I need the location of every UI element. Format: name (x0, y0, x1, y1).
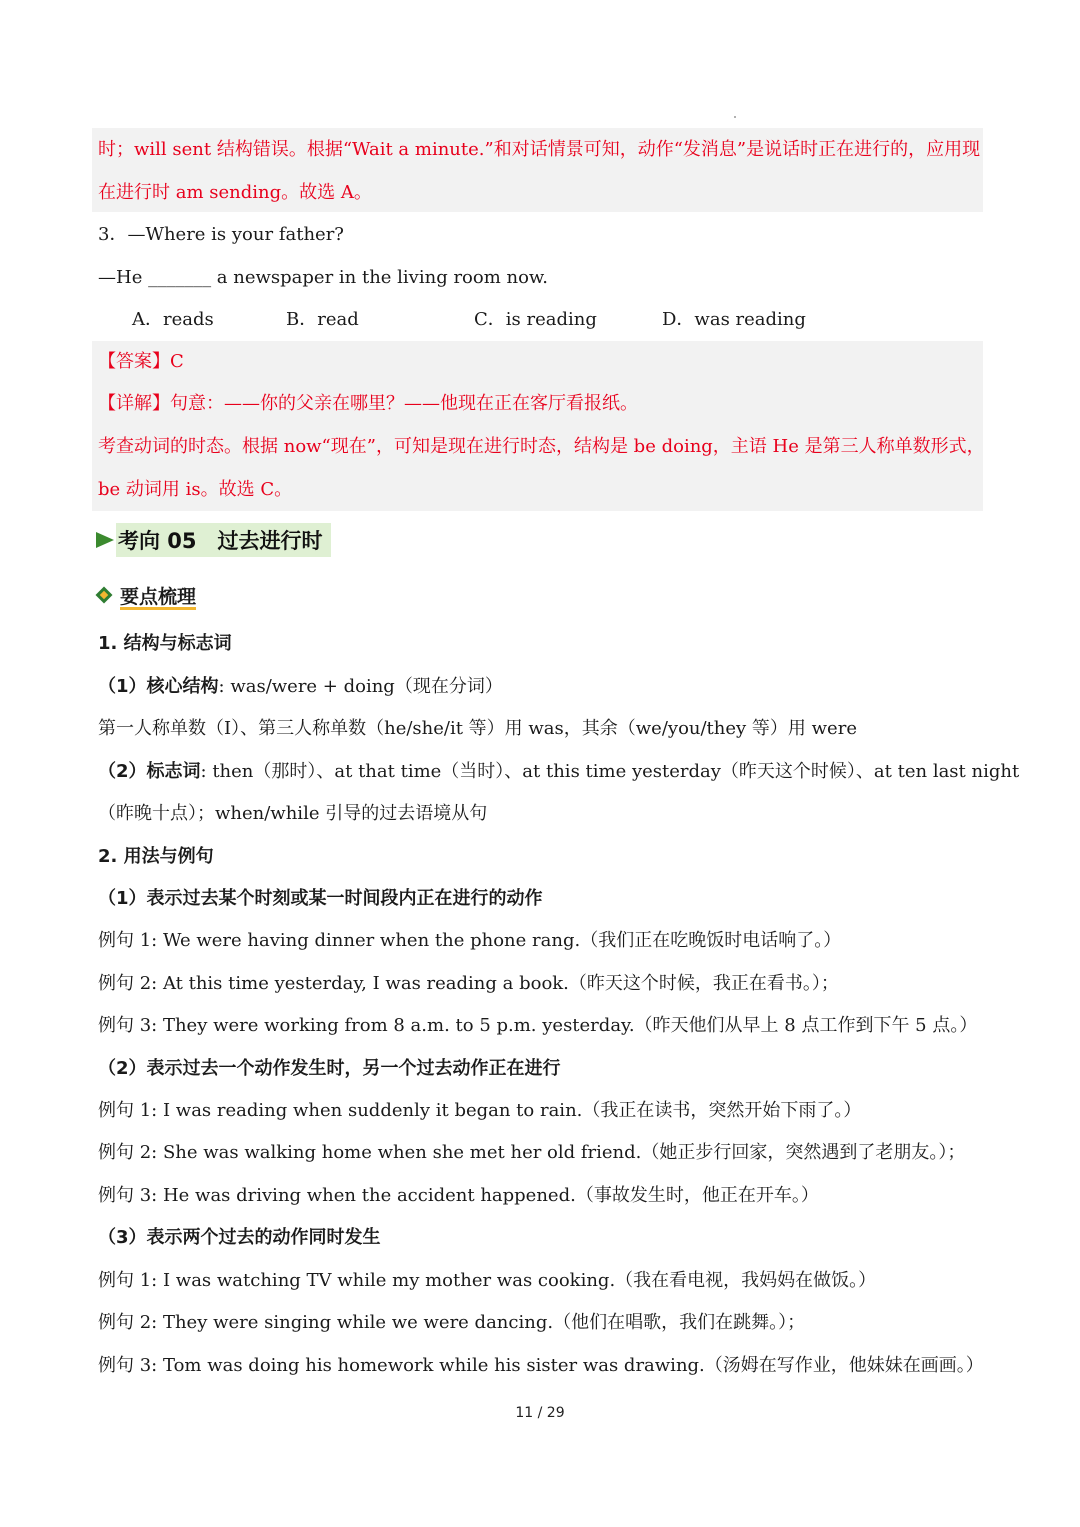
core-structure-text: : was/were + doing（现在分词） (218, 676, 503, 697)
usage-1-example-2: 例句 2: At this time yesterday, I was reading a book.（昨天这个时候，我正在看书。）； (98, 973, 839, 994)
prev-explanation-line2: 在进行时 am sending。故选 A。 (98, 182, 372, 203)
option-d: D．was reading (662, 309, 806, 330)
usage-2-title: （2）表示过去一个动作发生时，另一个过去动作正在进行 (98, 1058, 561, 1079)
person-rule: 第一人称单数（I）、第三人称单数（he/she/it 等）用 was，其余（we/you/they 等）用 were (98, 718, 857, 739)
marker-words-label: （2）标志词 (98, 761, 201, 782)
option-a: A．reads (132, 309, 214, 330)
marker-words-line2: （昨晚十点）；when/while 引导的过去语境从句 (98, 803, 488, 824)
play-arrow-icon (96, 532, 114, 548)
usage-2-example-3: 例句 3: He was driving when the accident happened.（事故发生时，他正在开车。） (98, 1185, 819, 1206)
diamond-icon (96, 587, 114, 605)
question-stem: 3．—Where is your father? (98, 224, 344, 245)
heading-usage: 2. 用法与例句 (98, 846, 214, 867)
prev-explanation-line1: 时；will sent 结构错误。根据“Wait a minute.”和对话情景可知，动作“发消息”是说话时正在进行的，应用现 (98, 139, 981, 160)
usage-1-example-3: 例句 3: They were working from 8 a.m. to 5 p.m. yesterday.（昨天他们从早上 8 点工作到下午 5 点。） (98, 1015, 978, 1036)
answer-explain-line2: be 动词用 is。故选 C。 (98, 479, 293, 500)
subsection-title: 要点梳理 (120, 586, 197, 608)
usage-3-example-2: 例句 2: They were singing while we were dancing.（他们在唱歌，我们在跳舞。）； (98, 1312, 806, 1333)
answer-label: 【答案】C (98, 351, 184, 372)
core-structure-line (98, 675, 503, 699)
subsection-heading (96, 582, 196, 609)
usage-2-example-1: 例句 1: I was reading when suddenly it began to rain.（我正在读书，突然开始下雨了。） (98, 1100, 862, 1121)
section-title: 考向 05 过去进行时 (116, 523, 331, 557)
usage-3-example-3: 例句 3: Tom was doing his homework while his sister was drawing.（汤姆在写作业，他妹妹在画画。） (98, 1355, 984, 1376)
core-structure-label: （1）核心结构 (98, 676, 219, 697)
heading-structure: 1. 结构与标志词 (98, 633, 232, 654)
marker-words-line (98, 760, 1019, 784)
page-number: 11 / 29 (515, 1405, 565, 1421)
option-c: C．is reading (474, 309, 597, 330)
answer-detail: 【详解】句意：——你的父亲在哪里？——他现在正在客厅看报纸。 (98, 393, 638, 414)
usage-3-example-1: 例句 1: I was watching TV while my mother was cooking.（我在看电视，我妈妈在做饭。） (98, 1270, 877, 1291)
speck-mark (734, 116, 736, 118)
marker-words-text: : then（那时）、at that time（当时）、at this time yesterday（昨天这个时候）、at ten last night (200, 761, 1020, 782)
section-heading (96, 522, 331, 558)
option-b: B．read (286, 309, 359, 330)
usage-1-example-1: 例句 1: We were having dinner when the phone rang.（我们正在吃晚饭时电话响了。） (98, 930, 842, 951)
question-sentence: —He _______ a newspaper in the living room now. (98, 267, 548, 288)
usage-1-title: （1）表示过去某个时刻或某一时间段内正在进行的动作 (98, 888, 543, 909)
usage-3-title: （3）表示两个过去的动作同时发生 (98, 1227, 381, 1248)
answer-explain-line1: 考查动词的时态。根据 now“现在”，可知是现在进行时态，结构是 be doing，主语 He 是第三人称单数形式， (98, 436, 985, 457)
usage-2-example-2: 例句 2: She was walking home when she met her old friend.（她正步行回家，突然遇到了老朋友。）； (98, 1142, 966, 1163)
